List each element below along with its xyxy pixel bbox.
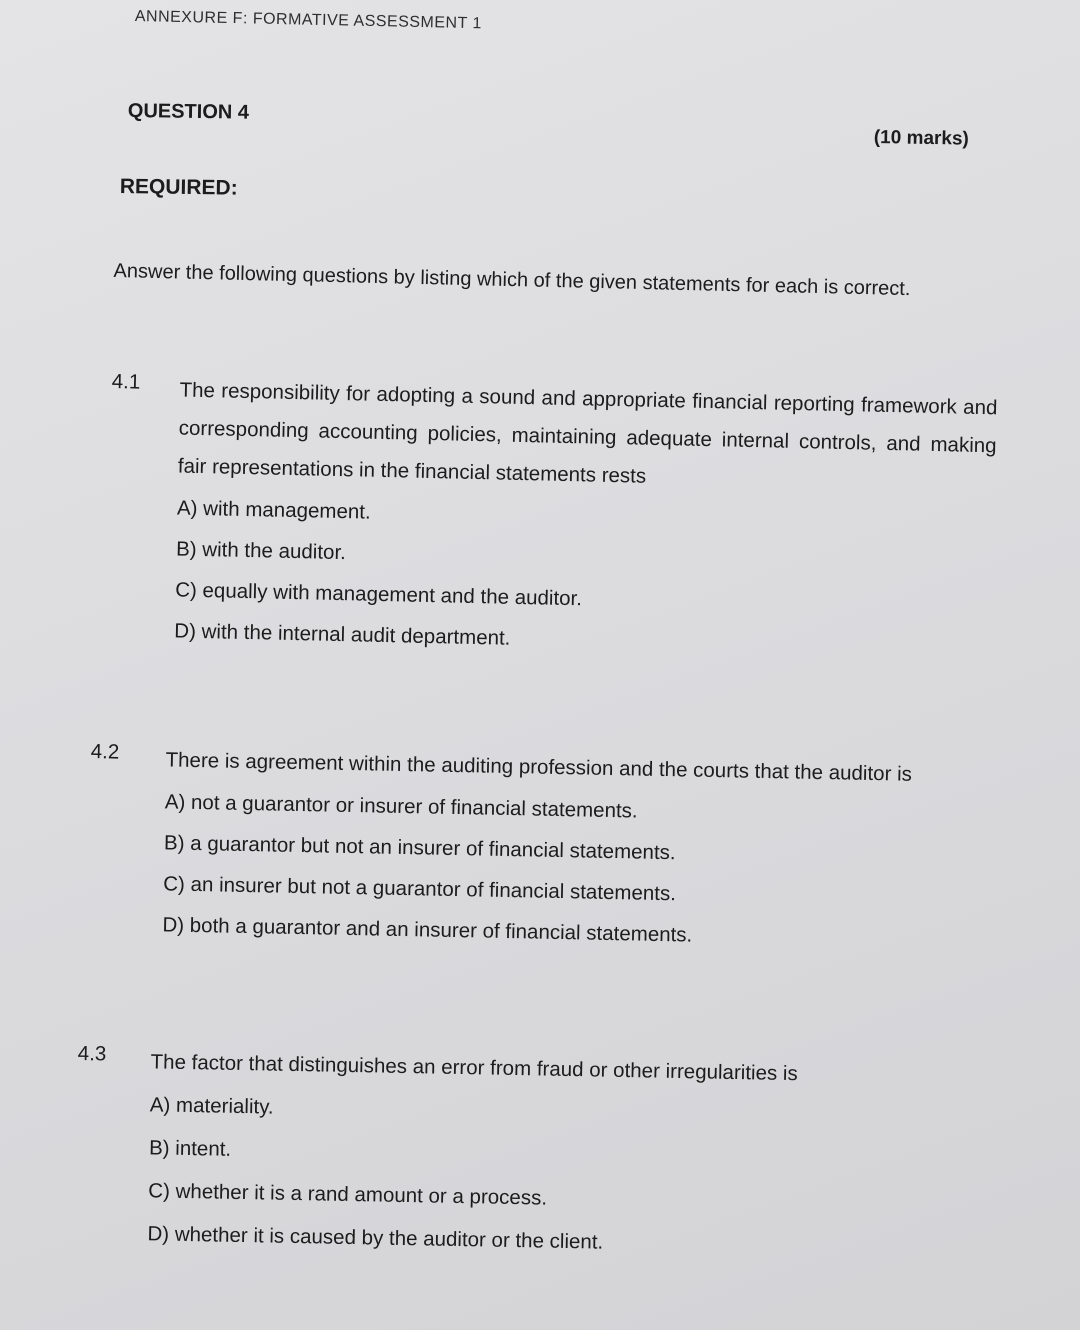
option-list bbox=[162, 781, 1010, 961]
question-number: 4.2 bbox=[90, 740, 120, 764]
question-body bbox=[162, 741, 1011, 961]
option-d: D) both a guarantor and an insurer of financial statements. bbox=[162, 913, 693, 947]
question-stem: The factor that distinguishes an error from fraud or other irregularities is bbox=[150, 1050, 798, 1086]
question-body bbox=[174, 371, 998, 669]
option-a: A) not a guarantor or insurer of financial statements. bbox=[164, 790, 638, 823]
option-a: A) with management. bbox=[176, 496, 371, 524]
marks-label: (10 marks) bbox=[873, 127, 970, 150]
option-c: C) whether it is a rand amount or a process. bbox=[148, 1179, 548, 1210]
option-b: B) intent. bbox=[148, 1136, 232, 1161]
option-d: D) with the internal audit department. bbox=[174, 619, 511, 650]
question-stem: There is agreement within the auditing profession and the courts that the auditor is bbox=[165, 748, 913, 786]
option-c: C) an insurer but not a guarantor of financial statements. bbox=[163, 872, 677, 906]
option-a: A) materiality. bbox=[149, 1093, 274, 1119]
option-b: B) with the auditor. bbox=[175, 537, 347, 565]
option-d: D) whether it is caused by the auditor or the client. bbox=[147, 1222, 604, 1254]
option-list bbox=[147, 1083, 970, 1270]
question-body bbox=[147, 1043, 971, 1270]
required-heading: REQUIRED: bbox=[119, 175, 238, 200]
question-stem: The responsibility for adopting a sound and appropriate financial reporting framework and corresponding accounting policies, maintaining adequate internal controls, and making fair representations in the financial statements rests bbox=[177, 378, 998, 488]
option-list bbox=[174, 487, 995, 669]
annexure-header: ANNEXURE F: FORMATIVE ASSESSMENT 1 bbox=[134, 8, 483, 33]
question-number: 4.1 bbox=[111, 370, 141, 394]
question-title: QUESTION 4 bbox=[127, 100, 250, 124]
option-b: B) a guarantor but not an insurer of financial statements. bbox=[163, 831, 676, 865]
question-number: 4.3 bbox=[77, 1042, 107, 1066]
instruction-text: Answer the following questions by listing which of the given statements for each is correct. bbox=[113, 259, 911, 301]
option-c: C) equally with management and the auditor. bbox=[174, 578, 583, 611]
